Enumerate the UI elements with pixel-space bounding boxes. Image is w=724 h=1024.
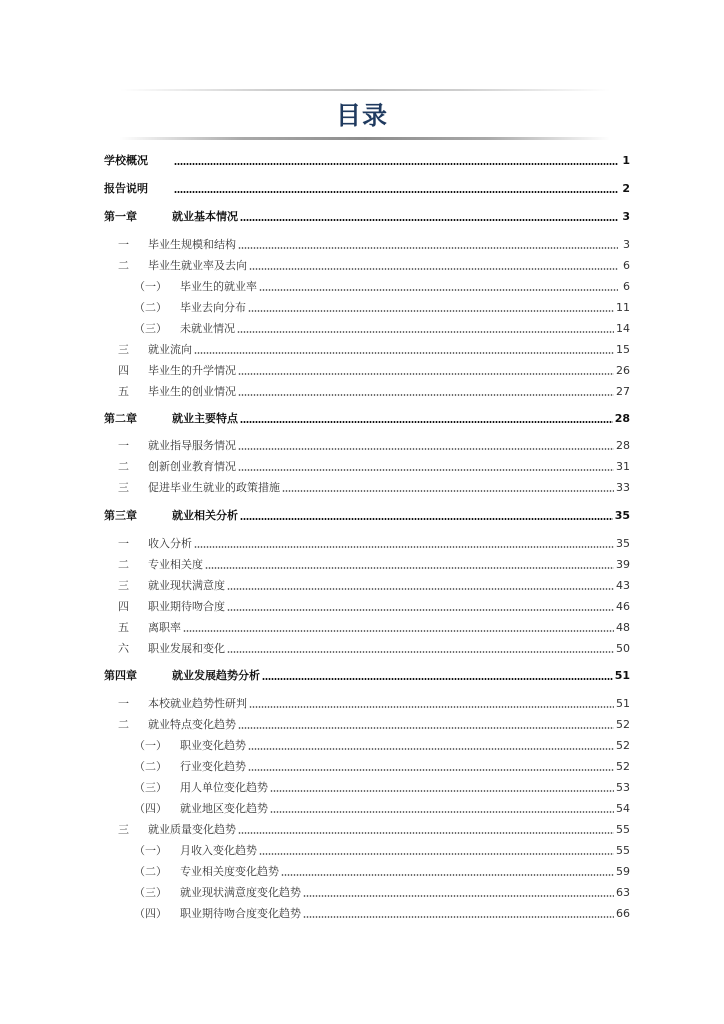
toc-dot-leader <box>238 448 614 450</box>
toc-entry-label: 毕业生的就业率 <box>180 280 257 293</box>
toc-entry[interactable] <box>104 458 630 474</box>
toc-dot-leader <box>259 289 618 291</box>
toc-entry-number: 学校概况 <box>104 154 148 167</box>
toc-dot-leader <box>238 247 618 249</box>
toc-entry-label: 用人单位变化趋势 <box>180 781 268 794</box>
toc-entry-number: （一） <box>134 739 167 752</box>
toc-entry-page-number: 31 <box>616 460 630 473</box>
toc-entry-number: 三 <box>118 579 129 592</box>
toc-entry-label: 就业质量变化趋势 <box>148 823 236 836</box>
title-bottom-rule <box>120 137 610 140</box>
toc-entry[interactable] <box>104 507 630 523</box>
toc-entry-label: 就业现状满意度变化趋势 <box>180 886 301 899</box>
toc-entry-page-number: 28 <box>616 439 630 452</box>
toc-header <box>0 0 724 150</box>
toc-entry-number: 报告说明 <box>104 182 148 195</box>
toc-entry-number: （三） <box>134 886 167 899</box>
toc-dot-leader <box>303 916 614 918</box>
toc-entry-label: 就业流向 <box>148 343 192 356</box>
toc-entry-page-number: 54 <box>616 802 630 815</box>
toc-dot-leader <box>282 490 614 492</box>
toc-entry-number: 第三章 <box>104 509 137 522</box>
toc-entry-label: 未就业情况 <box>180 322 235 335</box>
toc-entry-number: （一） <box>134 280 167 293</box>
toc-entry[interactable] <box>104 479 630 495</box>
toc-entry[interactable] <box>104 556 630 572</box>
toc-entry-label: 就业地区变化趋势 <box>180 802 268 815</box>
toc-entry-label: 月收入变化趋势 <box>180 844 257 857</box>
toc-entry[interactable] <box>104 535 630 551</box>
toc-entry-label: 就业指导服务情况 <box>148 439 236 452</box>
toc-entry-page-number: 50 <box>616 642 630 655</box>
toc-entry[interactable] <box>104 667 630 683</box>
toc-entry[interactable] <box>104 598 630 614</box>
toc-entry-page-number: 52 <box>616 739 630 752</box>
title-top-rule <box>120 89 610 91</box>
toc-entry-label: 职业期待吻合度变化趋势 <box>180 907 301 920</box>
toc-entry-number: （一） <box>134 844 167 857</box>
toc-entry-label: 就业发展趋势分析 <box>172 669 260 682</box>
toc-entry-number: （二） <box>134 760 167 773</box>
toc-entry[interactable] <box>104 821 630 837</box>
toc-entry-number: 三 <box>118 343 129 356</box>
toc-dot-leader <box>248 748 614 750</box>
toc-dot-leader <box>238 394 614 396</box>
toc-entry[interactable] <box>104 437 630 453</box>
toc-dot-leader <box>270 811 614 813</box>
toc-entry[interactable] <box>104 180 630 196</box>
toc-entry-page-number: 52 <box>616 718 630 731</box>
toc-entry-number: 第一章 <box>104 210 137 223</box>
toc-entry-page-number: 6 <box>623 280 630 293</box>
toc-entry-page-number: 66 <box>616 907 630 920</box>
toc-entry[interactable] <box>104 208 630 224</box>
toc-entry-page-number: 59 <box>616 865 630 878</box>
toc-entry-number: （四） <box>134 907 167 920</box>
toc-dot-leader <box>249 706 614 708</box>
toc-dot-leader <box>240 421 613 423</box>
toc-entry[interactable] <box>104 410 630 426</box>
toc-entry-number: （三） <box>134 781 167 794</box>
toc-dot-leader <box>227 609 614 611</box>
toc-entry-label: 职业发展和变化 <box>148 642 225 655</box>
toc-entry-number: 一 <box>118 697 129 710</box>
toc-entry-label: 毕业生规模和结构 <box>148 238 236 251</box>
toc-entry-page-number: 51 <box>616 697 630 710</box>
toc-entry-page-number: 6 <box>623 259 630 272</box>
toc-entry-label: 毕业去向分布 <box>180 301 246 314</box>
toc-entry-page-number: 39 <box>616 558 630 571</box>
toc-entry-page-number: 15 <box>616 343 630 356</box>
toc-entry-number: 二 <box>118 718 129 731</box>
toc-entry-label: 毕业生的创业情况 <box>148 385 236 398</box>
toc-dot-leader <box>205 567 614 569</box>
toc-dot-leader <box>240 518 613 520</box>
toc-entry-label: 创新创业教育情况 <box>148 460 236 473</box>
toc-entry-label: 就业基本情况 <box>172 210 238 223</box>
toc-entry-number: （三） <box>134 322 167 335</box>
toc-entry-page-number: 11 <box>616 301 630 314</box>
toc-entry-number: 第二章 <box>104 412 137 425</box>
toc-entry[interactable] <box>104 383 630 399</box>
toc-entry-label: 毕业生的升学情况 <box>148 364 236 377</box>
toc-dot-leader <box>270 790 614 792</box>
toc-entry[interactable] <box>104 362 630 378</box>
toc-entry-page-number: 63 <box>616 886 630 899</box>
toc-entry[interactable] <box>104 619 630 635</box>
toc-entry-label: 促进毕业生就业的政策措施 <box>148 481 280 494</box>
toc-dot-leader <box>240 219 618 221</box>
toc-entry-page-number: 33 <box>616 481 630 494</box>
toc-entry[interactable] <box>104 695 630 711</box>
toc-dot-leader <box>238 373 614 375</box>
toc-entry[interactable] <box>104 320 630 336</box>
toc-entry[interactable] <box>104 577 630 593</box>
toc-dot-leader <box>227 588 614 590</box>
toc-entry[interactable] <box>104 152 630 168</box>
toc-entry[interactable] <box>104 236 630 252</box>
toc-entry[interactable] <box>104 758 630 774</box>
toc-entry-number: （四） <box>134 802 167 815</box>
toc-entry-page-number: 52 <box>616 760 630 773</box>
toc-entry-label: 离职率 <box>148 621 181 634</box>
toc-dot-leader <box>237 331 614 333</box>
toc-entry-page-number: 26 <box>616 364 630 377</box>
toc-entry[interactable] <box>104 341 630 357</box>
toc-entry-number: 一 <box>118 238 129 251</box>
toc-entry-page-number: 3 <box>622 210 630 223</box>
toc-entry-page-number: 3 <box>623 238 630 251</box>
toc-entry-number: 五 <box>118 621 129 634</box>
toc-entry[interactable] <box>104 779 630 795</box>
toc-entry-page-number: 27 <box>616 385 630 398</box>
toc-entry[interactable] <box>104 905 630 921</box>
toc-entry-number: 四 <box>118 600 129 613</box>
toc-entry-label: 就业特点变化趋势 <box>148 718 236 731</box>
toc-entry-page-number: 2 <box>622 182 630 195</box>
toc-entry[interactable] <box>104 716 630 732</box>
toc-entry-page-number: 53 <box>616 781 630 794</box>
toc-entry[interactable] <box>104 278 630 294</box>
toc-dot-leader <box>183 630 614 632</box>
toc-dot-leader <box>281 874 614 876</box>
toc-entry-number: 三 <box>118 823 129 836</box>
toc-dot-leader <box>194 546 614 548</box>
toc-entry-number: 四 <box>118 364 129 377</box>
toc-entry-page-number: 28 <box>614 412 630 425</box>
toc-entry[interactable] <box>104 257 630 273</box>
toc-entry-label: 就业相关分析 <box>172 509 238 522</box>
toc-entry-number: （二） <box>134 865 167 878</box>
toc-dot-leader <box>227 651 614 653</box>
toc-entry-page-number: 51 <box>614 669 630 682</box>
toc-entry-label: 行业变化趋势 <box>180 760 246 773</box>
toc-entry-label: 专业相关度 <box>148 558 203 571</box>
toc-entry[interactable] <box>104 884 630 900</box>
toc-dot-leader <box>174 191 618 193</box>
toc-dot-leader <box>262 678 613 680</box>
toc-entry[interactable] <box>104 842 630 858</box>
toc-entry-number: 三 <box>118 481 129 494</box>
toc-entry-number: 二 <box>118 460 129 473</box>
toc-entry-label: 收入分析 <box>148 537 192 550</box>
toc-entry-label: 毕业生就业率及去向 <box>148 259 247 272</box>
toc-dot-leader <box>248 769 614 771</box>
toc-entry-page-number: 46 <box>616 600 630 613</box>
toc-dot-leader <box>238 727 614 729</box>
toc-entry-page-number: 43 <box>616 579 630 592</box>
toc-entry-page-number: 14 <box>616 322 630 335</box>
toc-entry-label: 就业现状满意度 <box>148 579 225 592</box>
toc-dot-leader <box>303 895 614 897</box>
toc-entry-number: 一 <box>118 439 129 452</box>
toc-entry-number: 五 <box>118 385 129 398</box>
toc-dot-leader <box>238 832 614 834</box>
toc-entry[interactable] <box>104 299 630 315</box>
toc-dot-leader <box>194 352 614 354</box>
toc-dot-leader <box>249 268 618 270</box>
toc-entry[interactable] <box>104 863 630 879</box>
toc-entry-label: 本校就业趋势性研判 <box>148 697 247 710</box>
toc-entry-page-number: 35 <box>616 537 630 550</box>
toc-entry[interactable] <box>104 640 630 656</box>
toc-entry-page-number: 55 <box>616 844 630 857</box>
toc-entry-number: 二 <box>118 558 129 571</box>
toc-dot-leader <box>259 853 614 855</box>
toc-entry-number: 六 <box>118 642 129 655</box>
toc-entry-number: 第四章 <box>104 669 137 682</box>
toc-dot-leader <box>238 469 614 471</box>
toc-entry-page-number: 35 <box>614 509 630 522</box>
toc-entry[interactable] <box>104 800 630 816</box>
toc-entry-number: （二） <box>134 301 167 314</box>
toc-entry-number: 一 <box>118 537 129 550</box>
toc-entry-number: 二 <box>118 259 129 272</box>
toc-entry-label: 职业期待吻合度 <box>148 600 225 613</box>
toc-entry-page-number: 48 <box>616 621 630 634</box>
toc-entry-label: 专业相关度变化趋势 <box>180 865 279 878</box>
toc-entry[interactable] <box>104 737 630 753</box>
toc-dot-leader <box>248 310 614 312</box>
toc-entry-page-number: 55 <box>616 823 630 836</box>
toc-entry-label: 职业变化趋势 <box>180 739 246 752</box>
toc-entry-label: 就业主要特点 <box>172 412 238 425</box>
toc-dot-leader <box>174 163 618 165</box>
toc-entry-page-number: 1 <box>622 154 630 167</box>
page-title: 目录 <box>335 101 388 130</box>
